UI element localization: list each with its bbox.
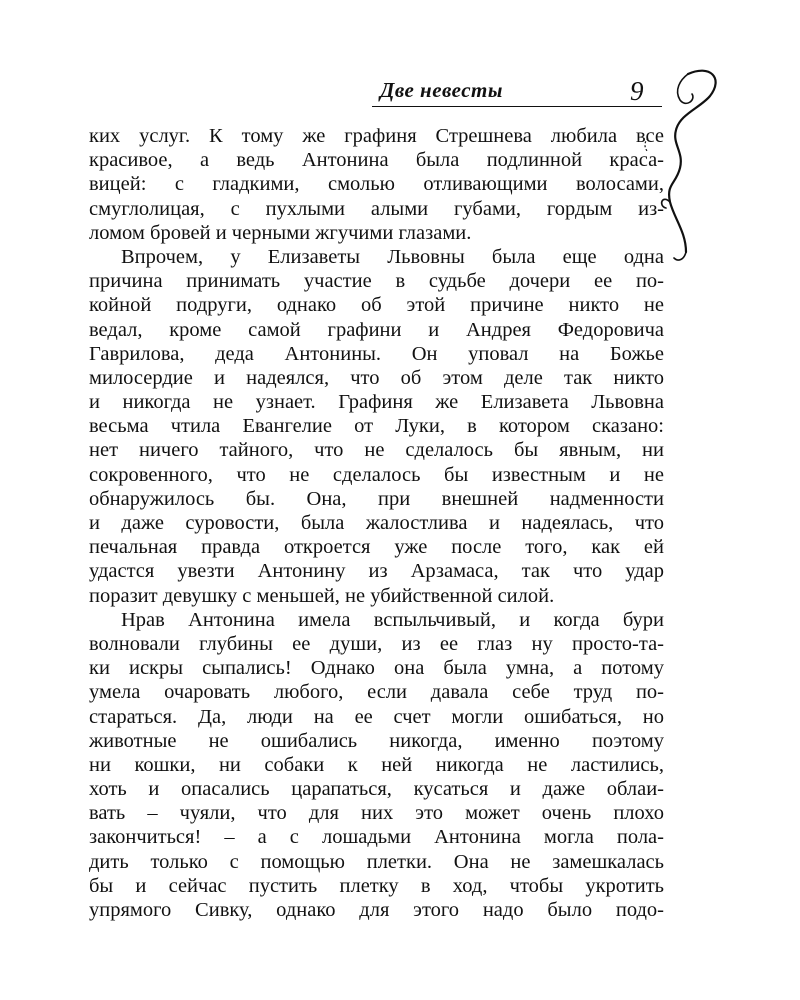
text-line: и даже суровости, была жалостлива и надеялась, что [89,512,664,534]
text-line: ни кошки, ни собаки к ней никогда не ластились, [89,753,664,776]
text-line: бы и сейчас пустить плетку в ход, чтобы укротить [89,874,664,897]
page-number: 9 [630,76,644,106]
text-line: умела очаровать любого, если давала себе труд по- [89,681,664,704]
text-line: и никогда не узнает. Графиня же Елизавета Львовна [89,391,664,414]
text-line: дить только с помощью плетки. Она не замешкалась [89,850,664,873]
text-line: стараться. Да, люди на ее счет могли ошибаться, но [89,705,664,728]
text-line: койной подруги, однако об этой причине никто не [89,294,664,317]
text-line: обнаружилось бы. Она, при внешней надменности [89,487,664,510]
text-line: поразит девушку с меньшей, не убийственной силой. [89,584,555,607]
text-line: смуглолицая, с пухлыми алыми губами, гордым из- [89,197,664,220]
text-line: печальная правда откроется уже после того, как ей [89,536,664,559]
text-line: милосердие и надеялся, что об этом деле так никто [89,366,664,389]
text-line: волновали глубины ее души, из ее глаз ну просто-та- [89,632,664,655]
text-line: Впрочем, у Елизаветы Львовны была еще одна [121,245,664,268]
text-line: Нрав Антонина имела вспыльчивый, и когда бури [121,608,664,631]
text-line: сокровенного, что не сделалось бы известным и не [89,463,664,486]
text-line: упрямого Сивку, однако для этого надо было подо- [89,899,664,921]
text-line: удастся увезти Антонину из Арзамаса, так что удар [89,560,664,583]
running-title: Две невесты [380,78,503,102]
text-line: животные не ошибались никогда, именно поэтому [89,729,664,752]
text-line: вать – чуяли, что для них это может очень плохо [89,802,664,825]
text-line: красивое, а ведь Антонина была подлинной краса- [89,149,664,172]
text-line: Гаврилова, деда Антонины. Он уповал на Божье [89,342,664,365]
text-line: ломом бровей и черными жгучими глазами. [89,221,472,244]
text-line: весьма чтила Евангелие от Луки, в котором сказано: [89,415,664,438]
text-body [89,124,664,922]
page-header [372,78,662,107]
text-line: вицей: с гладкими, смолью отливающими волосами, [89,173,664,196]
text-line: закончиться! – а с лошадьми Антонина могла пола- [89,826,664,849]
text-line: причина принимать участие в судьбе дочери ее по- [89,270,664,293]
text-line: ких услуг. К тому же графиня Стрешнева любила все [89,125,664,147]
text-line: нет ничего тайного, что не сделалось бы явным, ни [89,439,664,462]
text-line: хоть и опасались царапаться, кусаться и даже облаи- [89,778,664,801]
text-line: ки искры сыпались! Однако она была умна, а потому [89,657,664,680]
text-line: ведал, кроме самой графини и Андрея Федоровича [89,318,664,341]
